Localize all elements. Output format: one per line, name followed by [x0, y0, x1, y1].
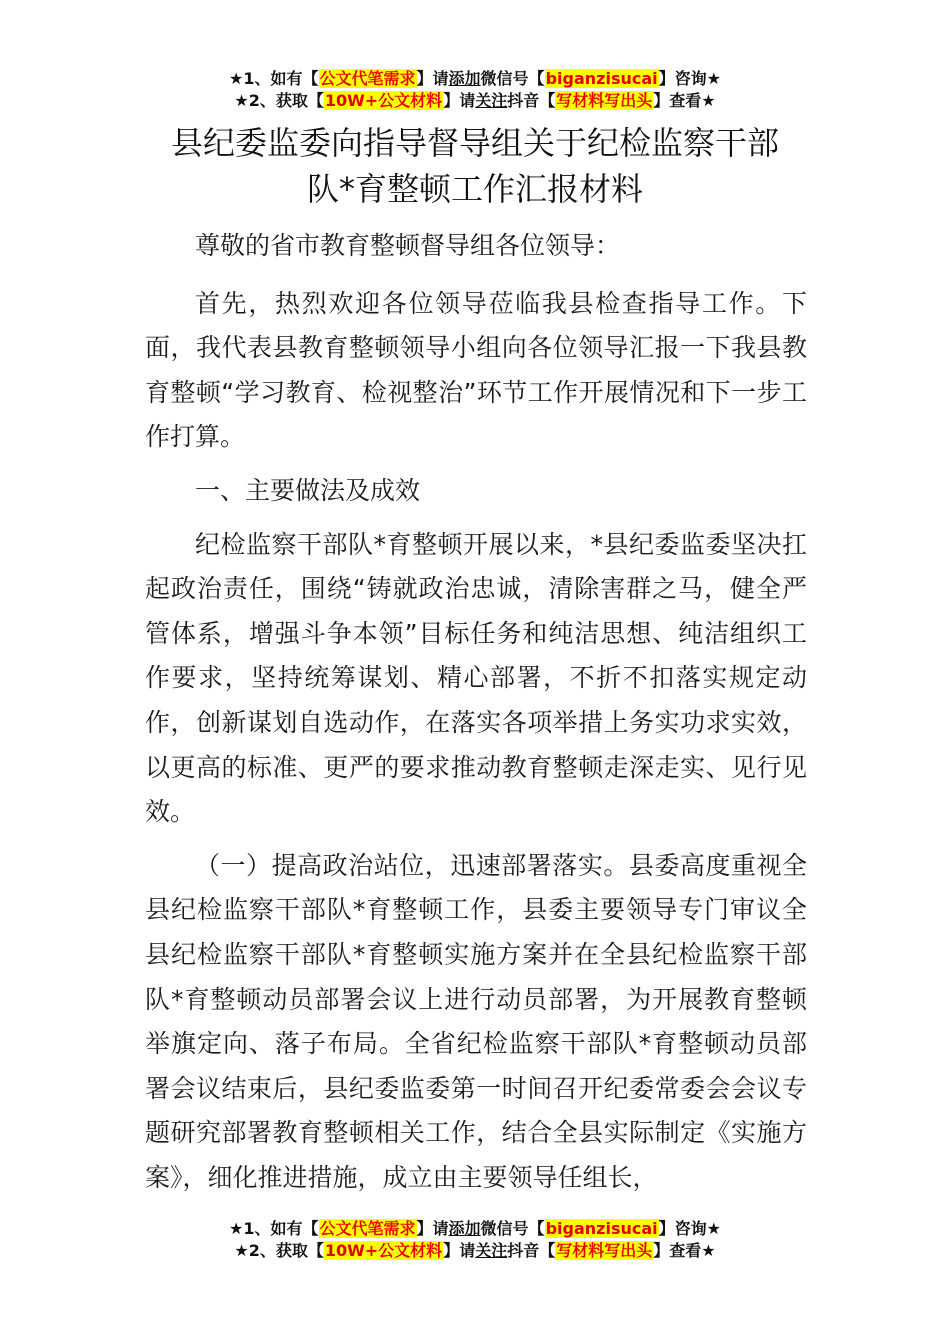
- promo-highlight: 公文代笔需求: [319, 1219, 416, 1238]
- body-paragraph: （一）提高政治站位，迅速部署落实。县委高度重视全县纪检监察干部队*育整顿工作，县委主要领导专门审议全县纪检监察干部队*育整顿实施方案并在全县纪检监察干部队*育整顿动员部署会议上进行动员部署，为开展教育整顿举旗定向、落子布局。全省纪检监察干部队*育整顿动员部署会议结束后，县纪委监委第一时间召开纪委常委会会议专题研究部署教育整顿相关工作，结合全县实际制定《实施方案》，细化推进措施，成立由主要领导任组长，: [145, 850, 807, 1192]
- promo-highlight: biganzisucai: [545, 1219, 658, 1238]
- promo-text: 】查看★: [653, 91, 716, 110]
- promo-text: ★1、如有【: [229, 69, 319, 88]
- promo-text: 抖音【: [507, 1241, 556, 1260]
- promo-highlight: biganzisucai: [545, 69, 658, 88]
- promo-text: 】咨询★: [658, 69, 721, 88]
- promo-text: 】咨询★: [658, 1219, 721, 1238]
- promo-text: 】请: [443, 91, 476, 110]
- promo-line-2: [0, 1240, 950, 1262]
- promo-text: 微信号【: [480, 1219, 545, 1238]
- promo-highlight: 公文代笔需求: [319, 69, 416, 88]
- section-heading: 一、主要做法及成效: [195, 475, 421, 505]
- promo-text: 】请: [443, 1241, 476, 1260]
- promo-underline: 关注: [475, 1241, 508, 1260]
- promo-text: 】请: [416, 1219, 449, 1238]
- title-line-2: 队*育整顿工作汇报材料: [306, 170, 643, 208]
- promo-line-1: [0, 1218, 950, 1240]
- promo-text: ★2、获取【: [234, 91, 324, 110]
- promo-underline: 添加: [448, 1219, 481, 1238]
- title-line-1: 县纪委监委向指导督导组关于纪检监察干部: [170, 124, 779, 162]
- promo-text: 微信号【: [480, 69, 545, 88]
- document-body: [145, 224, 807, 1209]
- promo-text: 】请: [416, 69, 449, 88]
- promo-highlight: 10W+公文材料: [324, 91, 443, 110]
- greeting-paragraph: 尊敬的省市教育整顿督导组各位领导：: [195, 231, 621, 260]
- promo-highlight: 10W+公文材料: [324, 1241, 443, 1260]
- promo-line-1: [0, 68, 950, 90]
- promo-highlight: 写材料写出头: [556, 91, 653, 110]
- promo-footer: [0, 1218, 950, 1262]
- promo-text: ★2、获取【: [234, 1241, 324, 1260]
- promo-underline: 关注: [475, 91, 508, 110]
- promo-underline: 添加: [448, 69, 481, 88]
- promo-highlight: 写材料写出头: [556, 1241, 653, 1260]
- document-title: [0, 120, 950, 212]
- promo-text: ★1、如有【: [229, 1219, 319, 1238]
- intro-paragraph: 首先，热烈欢迎各位领导莅临我县检查指导工作。下面，我代表县教育整顿领导小组向各位领导汇报一下我县教育整顿“学习教育、检视整治”环节工作开展情况和下一步工作打算。: [145, 288, 807, 452]
- promo-line-2: [0, 90, 950, 112]
- body-paragraph: 纪检监察干部队*育整顿开展以来，*县纪委监委坚决扛起政治责任，围绕“铸就政治忠诚，清除害群之马，健全严管体系，增强斗争本领”目标任务和纯洁思想、纯洁组织工作要求，坚持统筹谋划、精心部署，不折不扣落实规定动作，创新谋划自选动作，在落实各项举措上务实功求实效，以更高的标准、更严的要求推动教育整顿走深走实、见行见效。: [145, 529, 807, 827]
- promo-text: 】查看★: [653, 1241, 716, 1260]
- promo-text: 抖音【: [507, 91, 556, 110]
- promo-header: [0, 68, 950, 112]
